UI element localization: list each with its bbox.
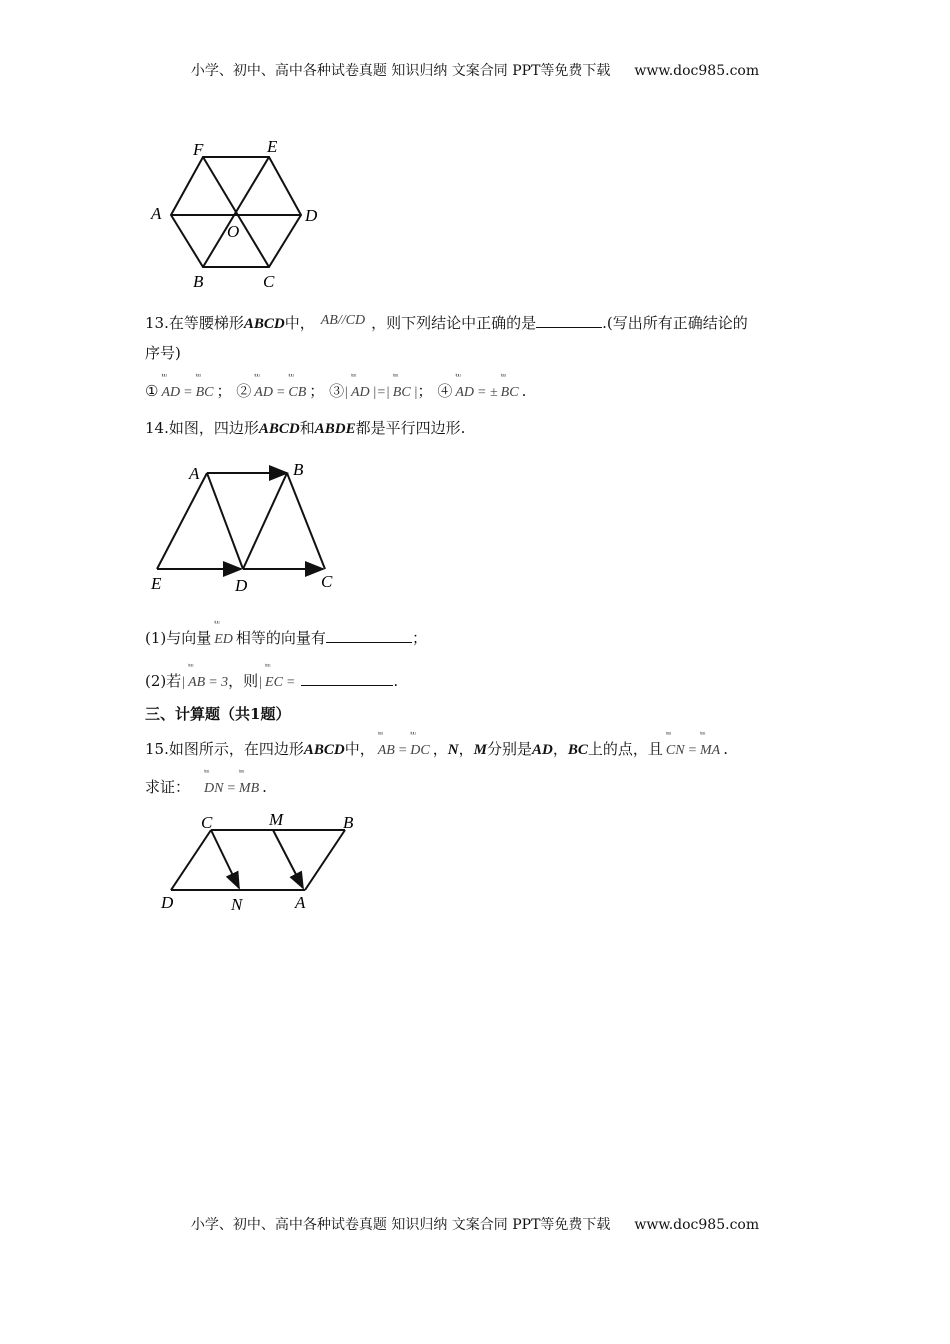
q13-line2: 序号)	[145, 344, 181, 362]
header-text: 小学、初中、高中各种试卷真题 知识归纳 文案合同 PPT等免费下载	[190, 63, 611, 79]
label-C: C	[263, 272, 275, 291]
parallelogram-figure-q15	[155, 810, 375, 915]
label-A: A	[295, 893, 306, 912]
option-4: ④ᵗᵘᵘ AD = ±ᵗᵘᵘ BC .	[437, 382, 526, 400]
label-D: D	[161, 893, 174, 912]
label-C: C	[201, 813, 213, 832]
label-B: B	[343, 813, 354, 832]
label-F: F	[193, 140, 204, 159]
page-header	[0, 60, 950, 80]
option-2: ②ᵗᵘᵘ AD =ᵗᵘᵘ CB ；	[236, 382, 324, 400]
section-title: 三、计算题（共1题）	[145, 705, 291, 723]
label-E: E	[267, 137, 278, 156]
footer-url[interactable]: www.doc985.com	[634, 1217, 760, 1233]
q14-part1: (1)与向量ᵗᵘᵘ ED 相等的向量有 ；	[145, 627, 427, 648]
label-D: D	[305, 206, 318, 225]
label-M: M	[269, 810, 284, 829]
label-E: E	[151, 574, 162, 593]
q13-line1: 13.在等腰梯形ABCD中， AB//CD ，则下列结论中正确的是 .(写出所有正确结论的	[145, 313, 748, 332]
label-N: N	[231, 895, 243, 914]
option-1: ①ᵗᵘᵘ AD =ᵗᵘᵘ BC ；	[145, 382, 231, 400]
label-A: A	[189, 464, 200, 483]
parallelogram-figure-q14	[145, 455, 345, 600]
label-O: O	[227, 222, 240, 241]
label-C: C	[321, 572, 333, 591]
q14-stem: 14.如图，四边形ABCD和ABDE都是平行四边形.	[145, 419, 466, 437]
q14-part2: (2)若|ᵗᵘᵘ AB = 3，则|ᵗᵘᵘ EC = .	[145, 670, 398, 691]
label-B: B	[193, 272, 204, 291]
answer-blank[interactable]	[301, 671, 393, 686]
option-3: ③|ᵗᵘᵘ AD |=|ᵗᵘᵘ BC |；	[329, 382, 432, 400]
answer-blank[interactable]	[326, 628, 412, 643]
footer-text: 小学、初中、高中各种试卷真题 知识归纳 文案合同 PPT等免费下载	[190, 1217, 611, 1233]
hexagon-figure	[145, 135, 345, 295]
q13-options	[145, 380, 526, 401]
q15-stem: 15.如图所示，在四边形ABCD中，ᵗᵘᵘ AB =ᵗᵘᵘ DC ，N，M分别是AD，BC上的点，且ᵗᵘᵘ CN =ᵗᵘᵘ MA .	[145, 738, 728, 759]
page-footer	[0, 1214, 950, 1234]
q15-prove: 求证：ᵗᵘᵘ DN =ᵗᵘᵘ MB .	[145, 776, 267, 797]
label-A: A	[151, 204, 162, 223]
label-B: B	[293, 460, 304, 479]
answer-blank[interactable]	[536, 313, 602, 328]
header-url[interactable]: www.doc985.com	[634, 63, 760, 79]
label-D: D	[235, 576, 248, 595]
